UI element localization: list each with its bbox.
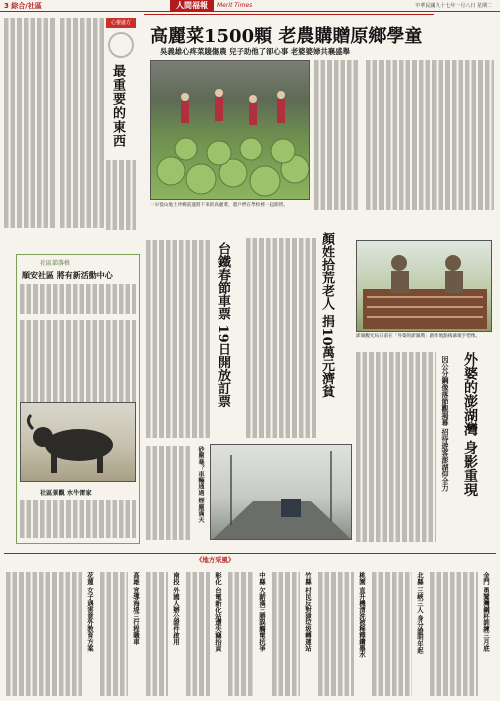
left-column-text-2 bbox=[60, 18, 104, 228]
page-header bbox=[0, 0, 500, 12]
regional-banner: 《地方采風》 bbox=[196, 556, 235, 564]
regional-text-8 bbox=[100, 572, 128, 696]
masthead-english: Merit Times bbox=[217, 2, 253, 9]
regional-text-1 bbox=[430, 572, 478, 696]
regional-text-9 bbox=[6, 572, 82, 696]
statue-illustration bbox=[357, 241, 492, 332]
box-story-tag: 社區部落格 bbox=[40, 260, 71, 267]
regional-item-8: 高雄 宣導海堤三行程職車 bbox=[132, 572, 140, 645]
road-photo bbox=[210, 444, 352, 540]
lead-body-text bbox=[314, 60, 360, 210]
train-body-text bbox=[146, 240, 210, 438]
regional-text-7 bbox=[146, 572, 168, 696]
regional-item-6: 彰化 台電新化站遭失竊抬貢 bbox=[214, 572, 222, 652]
lead-top-rule bbox=[144, 14, 434, 15]
box-story-photo bbox=[20, 402, 136, 482]
bell-body-text bbox=[356, 352, 436, 542]
regional-text-2 bbox=[372, 572, 412, 696]
lead-headline: 高麗菜1500顆 老農購贈原鄉學童 bbox=[150, 26, 423, 47]
masthead-logo: 人間福報 bbox=[170, 0, 214, 11]
issue-date: 中華民國九十七年一月八日 星期二 bbox=[415, 3, 492, 9]
donation-headline: 顏姓拾荒老人 捐10萬元濟貧 bbox=[319, 232, 334, 398]
lead-body-text-2 bbox=[366, 60, 494, 210]
dusty-road-illustration bbox=[211, 445, 352, 540]
train-headline: 台鐵春節車票 19日開放訂票 bbox=[215, 242, 230, 408]
regional-item-2: 北縣 三峽三人 身分證明年起 bbox=[416, 572, 424, 654]
lead-photo bbox=[150, 60, 310, 200]
water-buffalo-statue-illustration bbox=[21, 403, 136, 482]
donation-body-text bbox=[246, 238, 316, 438]
column-title: 最重要的東西 bbox=[110, 64, 125, 148]
box-story-headline: 順安社區 將有新活動中心 bbox=[22, 270, 113, 280]
column-tag: 心靈處方 bbox=[106, 18, 136, 28]
regional-text-6 bbox=[186, 572, 210, 696]
regional-item-1: 金門 勇闖灣鋼杯訓練三月底 bbox=[482, 572, 490, 652]
left-column-text-3 bbox=[106, 160, 136, 230]
road-body-text bbox=[146, 446, 192, 540]
regional-item-4: 竹縣 村民反對建垃圾轉運站 bbox=[304, 572, 312, 652]
cabbage-field-illustration bbox=[151, 61, 310, 200]
box-story-text bbox=[20, 284, 136, 314]
page-section-label: 3 綜合/社區 bbox=[4, 1, 42, 10]
regional-item-5: 中縣 欠薪漢三勝誤觸電抗爭 bbox=[258, 572, 266, 652]
lead-subhead: 吳義雄心疼菜賤傷農 兒子助他了卻心事 老婆婆婦共襄盛舉 bbox=[160, 47, 350, 56]
regional-item-9: 花蓮 女子遇害意外教育方案 bbox=[86, 572, 94, 652]
lead-photo-caption: 一早從山地土坪鄉前運將下來的高麗菜，農戶們在學校裡一起卸貨。 bbox=[150, 203, 288, 208]
bell-photo-caption: 澎湖觀光局日前在「外婆的澎湖灣」創作地點揭幕歌手塑像。 bbox=[356, 334, 481, 339]
bell-story-photo bbox=[356, 240, 492, 332]
box-story-caption-title: 社區景觀 水牛雷家 bbox=[40, 490, 92, 497]
regional-rule bbox=[4, 553, 496, 554]
regional-text-4 bbox=[272, 572, 300, 696]
regional-text-3 bbox=[318, 572, 354, 696]
bell-kicker: 因公分鋼像落節觀揭幕 招待遊客澎湖仰全力 bbox=[441, 356, 450, 492]
box-story-caption-text bbox=[20, 500, 136, 538]
bell-headline: 外婆的澎湖灣 身影重現 bbox=[462, 352, 478, 497]
road-photo-caption: 砂塵暴？車輛通過 煙塵滿天 bbox=[197, 446, 204, 523]
regional-text-5 bbox=[228, 572, 254, 696]
regional-item-3: 桃園 直升機清洗被稀釋鑽墨水 bbox=[358, 572, 366, 658]
regional-item-7: 南投 外國人辦公證件啟用 bbox=[172, 572, 180, 645]
column-icon bbox=[108, 32, 134, 58]
left-column-text bbox=[4, 18, 56, 228]
